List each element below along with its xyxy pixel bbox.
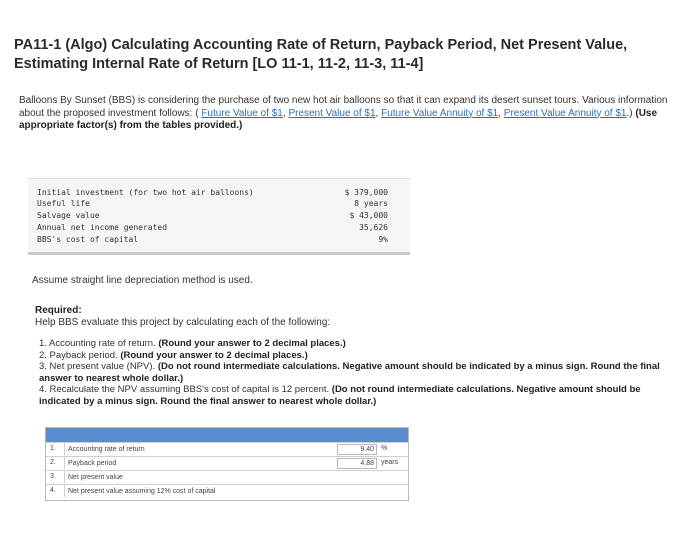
answer-row-number: 3. bbox=[50, 473, 56, 480]
given-value: $ 379,000 bbox=[344, 188, 388, 197]
required-heading: Required: bbox=[35, 305, 82, 316]
given-value: 8 years bbox=[354, 199, 388, 208]
required-item: 3. Net present value (NPV). (Do not round intermediate calculations. Negative amount should be indicated by a minus sign. Round the final answer to nearest whole dollar.) bbox=[39, 361, 660, 384]
assumption-text: Assume straight line depreciation method is used. bbox=[32, 275, 253, 286]
payback-period-input[interactable]: 4.88 bbox=[337, 458, 377, 469]
given-label: Salvage value bbox=[37, 211, 100, 220]
answer-row bbox=[46, 470, 408, 484]
answer-row-label: Net present value bbox=[64, 471, 123, 483]
given-value: $ 43,000 bbox=[349, 211, 388, 220]
given-label: Annual net income generated bbox=[37, 223, 168, 232]
given-row bbox=[37, 199, 403, 211]
required-item: 4. Recalculate the NPV assuming BBS's cost of capital is 12 percent. (Do not round intermediate calculations. Negative amount should be indicated by a minus sign. Round the final answer to nearest whole dollar.) bbox=[39, 384, 641, 407]
given-value: 35,626 bbox=[359, 223, 388, 232]
given-row bbox=[37, 211, 403, 223]
link-present-value-annuity[interactable]: Present Value Annuity of $1 bbox=[503, 107, 627, 119]
answer-row bbox=[46, 484, 408, 498]
answer-row-number: 4. bbox=[50, 487, 56, 494]
answer-row bbox=[46, 456, 408, 470]
link-present-value[interactable]: Present Value of $1 bbox=[288, 107, 376, 119]
answer-table bbox=[45, 427, 409, 501]
given-data-box bbox=[28, 178, 410, 255]
problem-title: PA11-1 (Algo) Calculating Accounting Rate of Return, Payback Period, Net Present Value, Estimating Internal Rate of Return [LO 11-1, 11-2, 11-3, 11-4] bbox=[14, 37, 628, 72]
link-future-value[interactable]: Future Value of $1 bbox=[201, 107, 283, 119]
given-label: Initial investment (for two hot air balloons) bbox=[37, 188, 254, 197]
given-label: BBS's cost of capital bbox=[37, 235, 139, 244]
answer-row bbox=[46, 442, 408, 456]
problem-intro: Balloons By Sunset (BBS) is considering the purchase of two new hot air balloons so that it can expand its desert sunset tours. Various information about the proposed investment follows: ( Future Value of $1, Present Value of $1, Future Value Annuity of $1, Present Value Annuity of $1.) (Use appropriate factor(s) from the tables provided.) bbox=[19, 95, 668, 131]
answer-row-label: Payback period bbox=[64, 457, 116, 469]
given-row bbox=[37, 223, 403, 235]
given-label: Useful life bbox=[37, 199, 90, 208]
link-future-value-annuity[interactable]: Future Value Annuity of $1 bbox=[381, 107, 499, 119]
answer-unit: % bbox=[381, 445, 388, 452]
given-value: 9% bbox=[378, 235, 388, 244]
answer-row-number: 2. bbox=[50, 459, 56, 466]
intro-text: Balloons By Sunset (BBS) is considering the purchase of two new hot air balloons so that it can expand its desert sunset tours. Various information about the proposed investment follows: ( bbox=[19, 95, 668, 119]
answer-row-label: Accounting rate of return bbox=[64, 443, 145, 455]
intro-instruction: (Use appropriate factor(s) from the tables provided.) bbox=[19, 107, 658, 131]
answer-row-number: 1. bbox=[50, 445, 56, 452]
given-row bbox=[37, 235, 403, 247]
required-intro: Help BBS evaluate this project by calculating each of the following: bbox=[35, 317, 331, 328]
answer-table-header bbox=[46, 428, 408, 442]
required-item: 2. Payback period. (Round your answer to 2 decimal places.) bbox=[39, 349, 308, 361]
answer-unit: years bbox=[381, 459, 399, 466]
required-item: 1. Accounting rate of return. (Round your answer to 2 decimal places.) bbox=[39, 338, 346, 349]
answer-row-label: Net present value assuming 12% cost of capital bbox=[64, 485, 215, 497]
accounting-rate-input[interactable]: 9.40 bbox=[337, 444, 377, 455]
required-list bbox=[39, 338, 679, 407]
